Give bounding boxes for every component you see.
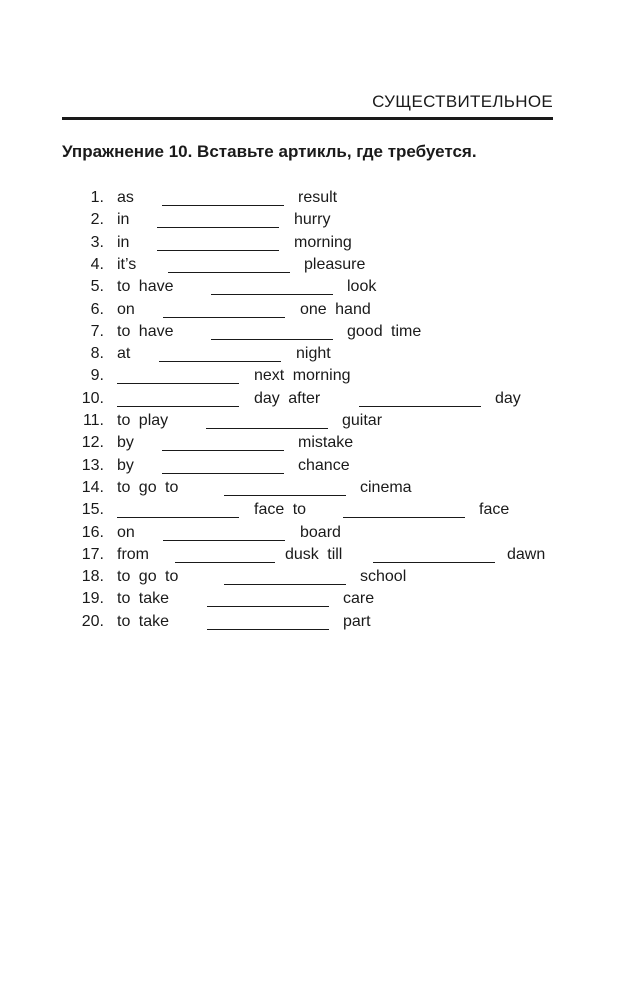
exercise-item	[0, 501, 644, 523]
exercise-item-number: 9.	[90, 367, 104, 385]
exercise-phrase: one hand	[300, 300, 371, 318]
exercise-phrase: to have	[117, 278, 174, 296]
answer-blank[interactable]	[117, 406, 239, 407]
exercise-phrase: night	[296, 345, 331, 363]
exercise-item-number: 7.	[90, 322, 104, 340]
exercise-item-number: 2.	[90, 211, 104, 229]
exercise-item-number: 18.	[81, 568, 104, 586]
exercise-phrase: board	[300, 523, 341, 541]
exercise-phrase: day	[495, 389, 521, 407]
exercise-phrase: by	[117, 456, 134, 474]
exercise-phrase: guitar	[342, 412, 383, 429]
exercise-phrase: to play	[117, 412, 169, 429]
exercise-phrase: cinema	[360, 478, 412, 496]
answer-blank[interactable]	[157, 227, 279, 228]
exercise-item	[0, 546, 644, 568]
exercise-item	[0, 412, 644, 434]
exercise-phrase: to go to	[117, 568, 179, 586]
exercise-item-number: 13.	[81, 456, 104, 474]
exercise-item	[0, 234, 644, 256]
exercise-item	[0, 568, 644, 590]
exercise-item-number: 4.	[90, 255, 104, 273]
exercise-phrase: in	[117, 211, 130, 229]
exercise-phrase: day after	[254, 389, 321, 407]
exercise-phrase: morning	[294, 233, 352, 251]
exercise-phrase: to go to	[117, 478, 179, 496]
exercise-phrase: from	[117, 545, 149, 563]
exercise-phrase: on	[117, 523, 135, 541]
exercise-item-number: 10.	[81, 389, 104, 407]
exercise-item	[0, 524, 644, 546]
answer-blank[interactable]	[211, 294, 333, 295]
exercise-phrase: school	[360, 568, 407, 586]
exercise-phrase: hurry	[294, 211, 331, 229]
exercise-item	[0, 256, 644, 278]
exercise-phrase: face to	[254, 501, 307, 519]
exercise-item	[0, 211, 644, 233]
exercise-item-number: 19.	[81, 590, 104, 608]
exercise-item	[0, 457, 644, 479]
exercise-item	[0, 367, 644, 389]
exercise-item-number: 8.	[90, 345, 104, 363]
answer-blank[interactable]	[207, 606, 329, 607]
answer-blank[interactable]	[117, 517, 239, 518]
running-header: СУЩЕСТВИТЕЛЬНОЕ	[372, 92, 553, 111]
exercise-phrase: at	[117, 345, 131, 363]
exercise-item-number: 16.	[81, 523, 104, 541]
exercise-phrase: to take	[117, 590, 170, 608]
answer-blank[interactable]	[163, 317, 285, 318]
exercise-phrase: on	[117, 300, 135, 318]
answer-blank[interactable]	[163, 540, 285, 541]
exercise-title: Упражнение 10. Вставьте артикль, где требуется.	[62, 142, 477, 161]
exercise-phrase: in	[117, 233, 130, 251]
exercise-item-number: 12.	[81, 434, 104, 452]
exercise-phrase: next morning	[254, 367, 351, 385]
exercise-phrase: face	[479, 501, 510, 519]
exercise-phrase: to take	[117, 612, 170, 630]
exercise-phrase: part	[343, 612, 371, 630]
exercise-phrase: it’s	[117, 255, 137, 273]
exercise-item-number: 3.	[90, 233, 104, 251]
answer-blank[interactable]	[168, 272, 290, 273]
exercise-item	[0, 301, 644, 323]
answer-blank[interactable]	[224, 495, 346, 496]
answer-blank[interactable]	[162, 473, 284, 474]
exercise-phrase: dusk till	[285, 545, 343, 563]
exercise-item-number: 6.	[90, 300, 104, 318]
exercise-item-number: 14.	[81, 478, 104, 496]
exercise-item	[0, 434, 644, 456]
answer-blank[interactable]	[211, 339, 333, 340]
exercise-phrase: mistake	[298, 434, 354, 452]
exercise-phrase: care	[343, 590, 375, 608]
exercise-item	[0, 613, 644, 635]
exercise-phrase: pleasure	[304, 255, 366, 273]
header-rule	[62, 117, 553, 120]
exercise-phrase: by	[117, 434, 134, 452]
answer-blank[interactable]	[207, 629, 329, 630]
answer-blank[interactable]	[162, 450, 284, 451]
exercise-phrase: dawn	[507, 545, 546, 563]
exercise-item-number: 17.	[81, 545, 104, 563]
exercise-item	[0, 189, 644, 211]
exercise-item	[0, 479, 644, 501]
answer-blank[interactable]	[159, 361, 281, 362]
exercise-item-number: 20.	[81, 612, 104, 630]
answer-blank[interactable]	[224, 584, 346, 585]
answer-blank[interactable]	[206, 428, 328, 429]
exercise-phrase: result	[298, 189, 338, 206]
exercise-phrase: chance	[298, 456, 350, 474]
exercise-item	[0, 345, 644, 367]
exercise-item-number: 15.	[81, 501, 104, 519]
answer-blank[interactable]	[157, 250, 279, 251]
exercise-phrase: as	[117, 189, 134, 206]
exercise-item-number: 1.	[90, 189, 104, 206]
answer-blank[interactable]	[359, 406, 481, 407]
exercise-item	[0, 590, 644, 612]
answer-blank[interactable]	[373, 562, 495, 563]
exercise-item	[0, 278, 644, 300]
exercise-item	[0, 323, 644, 345]
exercise-item-number: 5.	[90, 278, 104, 296]
exercise-phrase: to have	[117, 322, 174, 340]
exercise-phrase: look	[347, 278, 377, 296]
exercise-item	[0, 390, 644, 412]
exercise-item-number: 11.	[82, 412, 104, 429]
answer-blank[interactable]	[343, 517, 465, 518]
answer-blank[interactable]	[175, 562, 275, 563]
answer-blank[interactable]	[162, 205, 284, 206]
answer-blank[interactable]	[117, 383, 239, 384]
exercise-phrase: good time	[347, 322, 422, 340]
